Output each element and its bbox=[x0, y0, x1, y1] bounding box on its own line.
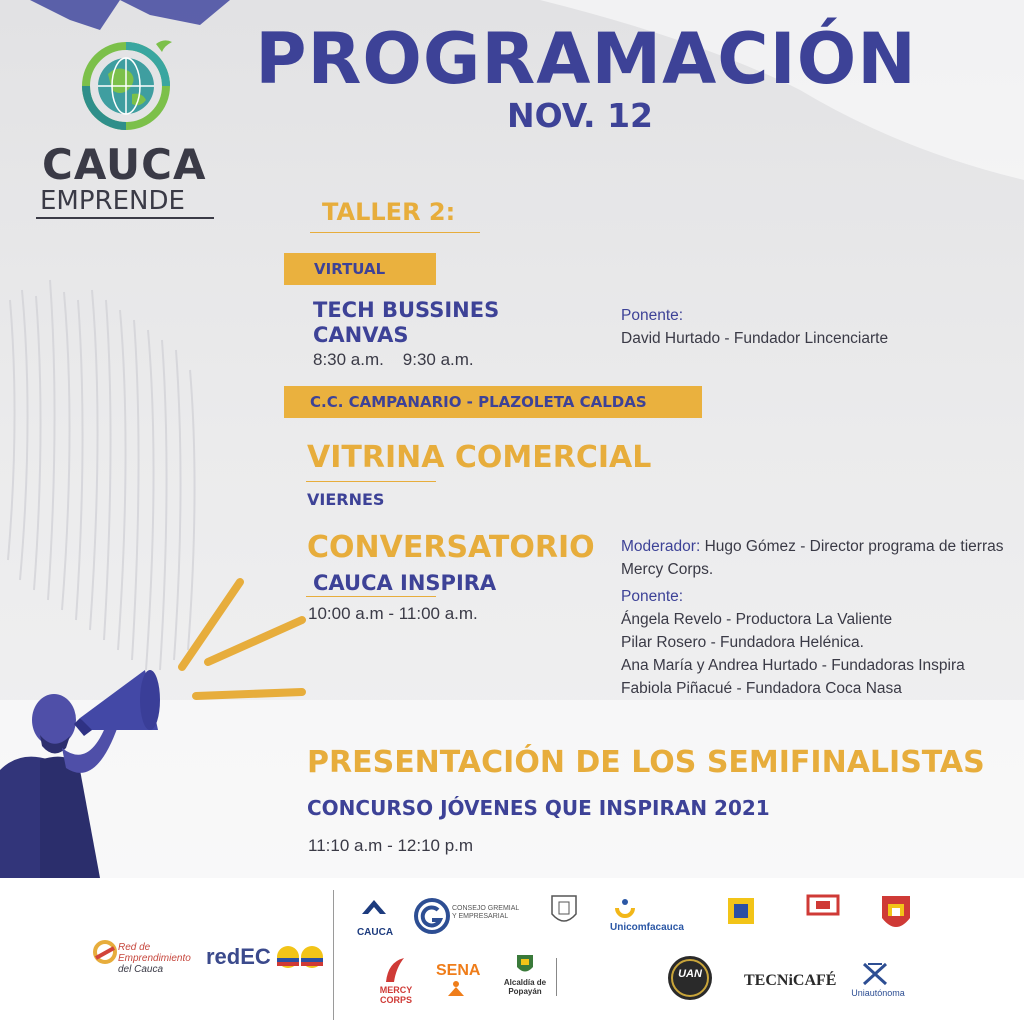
red-line3: del Cauca bbox=[118, 964, 164, 975]
speakers-label: Ponente: bbox=[621, 588, 684, 605]
taller-underline bbox=[310, 232, 480, 233]
sena-person-icon bbox=[446, 980, 466, 996]
tech-speaker: David Hurtado - Fundador Lincenciarte bbox=[621, 330, 889, 347]
location-band bbox=[284, 386, 702, 418]
megaphone-person-illustration bbox=[0, 570, 320, 878]
camara-comercio-icon bbox=[358, 896, 390, 918]
uan-logo-text: UAN bbox=[678, 968, 702, 980]
consejo-gremial-logo: CONSEJO GREMIAL Y EMPRESARIAL bbox=[452, 905, 520, 920]
alcaldia-popayan-logo bbox=[500, 978, 550, 996]
red-emprendimiento-icon bbox=[90, 938, 120, 972]
cauca-emprende-globe-logo bbox=[78, 34, 176, 132]
presentacion-subtitle: CONCURSO JÓVENES QUE INSPIRAN 2021 bbox=[307, 796, 770, 820]
sena-logo: SENA bbox=[436, 962, 481, 979]
moderator-name: Hugo Gómez - Director programa de tierras bbox=[700, 538, 1004, 555]
presentacion-title: PRESENTACIÓN DE LOS SEMIFINALISTAS bbox=[307, 745, 985, 780]
speaker-item: Ángela Revelo - Productora La Valiente bbox=[621, 611, 893, 628]
red-line1: Red de bbox=[118, 942, 151, 953]
vitrina-underline bbox=[306, 481, 436, 482]
footer-divider bbox=[333, 890, 334, 1020]
event-date: NOV. 12 bbox=[506, 96, 654, 135]
conversatorio-title: CONVERSATORIO bbox=[307, 530, 595, 565]
logo-text-emprende: EMPRENDE bbox=[40, 186, 185, 216]
universidad-cauca-crest-icon bbox=[550, 894, 578, 928]
uniautonoma-icon bbox=[862, 962, 888, 986]
tech-title-line2: CANVAS bbox=[313, 323, 409, 347]
tech-speaker-label: Ponente: bbox=[621, 307, 684, 324]
conversatorio-subtitle: CAUCA INSPIRA bbox=[313, 571, 497, 595]
artesanias-colombia-icon bbox=[806, 894, 840, 916]
unicomfacauca-logo: Unicomfacauca bbox=[610, 922, 684, 933]
unicomfacauca-icon bbox=[614, 896, 636, 918]
tech-title-line1: TECH BUSSINES bbox=[313, 298, 500, 322]
virtual-band bbox=[284, 253, 436, 285]
tech-time: 8:30 a.m. 9:30 a.m. bbox=[313, 350, 474, 369]
mercy-line1: MERCY bbox=[379, 985, 413, 995]
logo-underline bbox=[36, 217, 214, 219]
ecuador-colombia-flags-icon bbox=[276, 944, 324, 970]
conversatorio-time: 10:00 a.m - 11:00 a.m. bbox=[308, 604, 478, 623]
moderator-label: Moderador: bbox=[621, 538, 701, 555]
page-title: PROGRAMACIÓN bbox=[255, 18, 917, 100]
speaker-item: Fabiola Piñacué - Fundadora Coca Nasa bbox=[621, 680, 902, 697]
conversatorio-speakers-block bbox=[621, 585, 965, 700]
mercy-corps-logo bbox=[374, 985, 418, 1005]
alcaldia-shield-icon bbox=[516, 954, 534, 976]
moderator-org: Mercy Corps. bbox=[621, 561, 714, 578]
uniautonoma-logo: Uniautónoma bbox=[851, 988, 905, 998]
taller-label: TALLER 2: bbox=[322, 198, 456, 226]
virtual-band-label: VIRTUAL bbox=[314, 260, 386, 278]
logo-text-cauca: CAUCA bbox=[42, 140, 207, 189]
tech-speaker-block bbox=[621, 304, 888, 350]
conversatorio-moderator-block bbox=[621, 535, 1003, 581]
alcaldia-divider bbox=[556, 958, 557, 996]
presentacion-time: 11:10 a.m - 12:10 p.m bbox=[308, 836, 474, 855]
mercy-line2: CORPS bbox=[379, 995, 412, 1005]
alcaldia-line2: Popayán bbox=[508, 987, 542, 996]
mercy-corps-icon bbox=[382, 956, 408, 984]
red-emprendimiento-logo bbox=[118, 942, 191, 975]
popayan-coat-of-arms-icon bbox=[878, 892, 914, 936]
speaker-item: Ana María y Andrea Hurtado - Fundadoras Inspira bbox=[621, 657, 965, 674]
tecnicafe-logo: TECNiCAFÉ bbox=[744, 972, 837, 989]
redec-logo: redEC bbox=[206, 944, 271, 969]
consejo-gremial-icon bbox=[414, 898, 450, 934]
tech-event-title bbox=[313, 298, 499, 348]
conversatorio-underline bbox=[306, 596, 436, 597]
speaker-item: Pilar Rosero - Fundadora Helénica. bbox=[621, 634, 864, 651]
red-line2: Emprendimiento bbox=[118, 953, 191, 964]
location-band-label: C.C. CAMPANARIO - PLAZOLETA CALDAS bbox=[310, 393, 647, 411]
vitrina-day: VIERNES bbox=[307, 490, 385, 509]
corporacion-mayor-icon bbox=[726, 896, 756, 926]
camara-comercio-cauca-logo: CAUCA bbox=[356, 927, 394, 938]
alcaldia-line1: Alcaldía de bbox=[503, 978, 547, 987]
vitrina-title: VITRINA COMERCIAL bbox=[307, 440, 652, 475]
